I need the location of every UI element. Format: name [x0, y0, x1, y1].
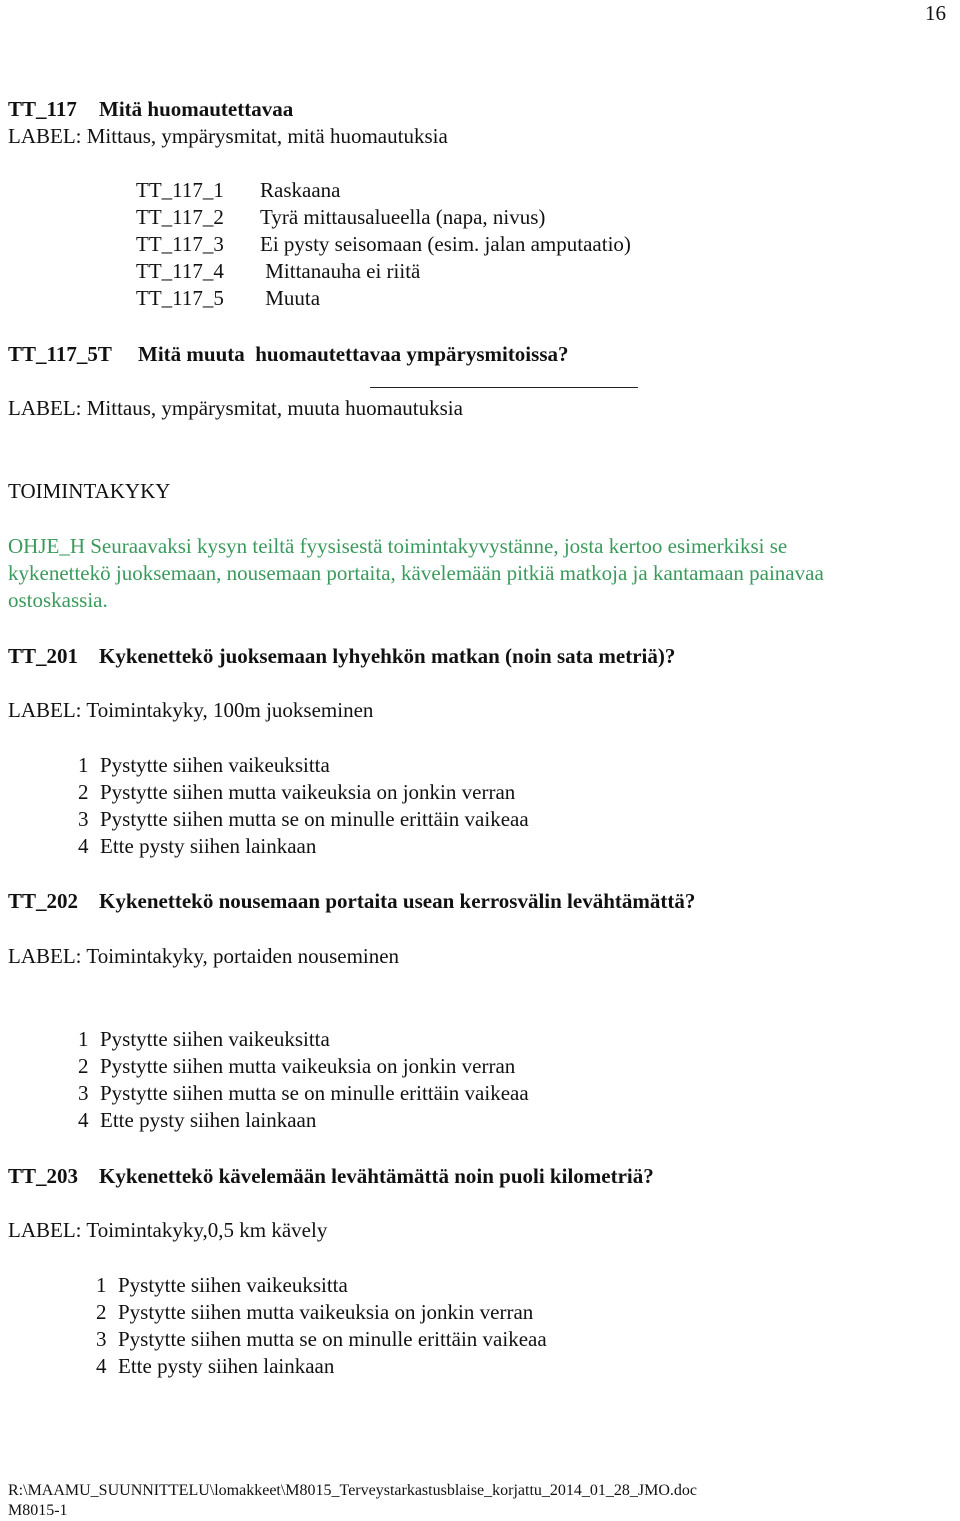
question-title: Kykenettekö juoksemaan lyhyehkön matkan (noin sata metriä)?	[99, 644, 676, 668]
section-heading: TOIMINTAKYKY	[8, 479, 171, 503]
option-tt203-1: 1 Pystytte siihen vaikeuksitta	[96, 1273, 348, 1297]
option-tt203-2: 2 Pystytte siihen mutta vaikeuksia on jonkin verran	[96, 1300, 534, 1324]
option-tt202-2: 2 Pystytte siihen mutta vaikeuksia on jonkin verran	[78, 1054, 516, 1078]
question-tt117-5t-heading	[8, 341, 569, 368]
option-tt117-1: TT_117_1 Raskaana	[136, 178, 341, 202]
question-tt202-label: LABEL: Toimintakyky, portaiden nouseminen	[8, 944, 400, 968]
option-tt201-1: 1 Pystytte siihen vaikeuksitta	[78, 753, 330, 777]
option-tt201-4: 4 Ette pysty siihen lainkaan	[78, 834, 317, 858]
question-title: Mitä muuta huomautettavaa ympärysmitoissa?	[138, 342, 569, 366]
question-id: TT_203	[8, 1164, 79, 1188]
question-tt202-heading	[8, 888, 695, 915]
instruction-line-1: OHJE_H Seuraavaksi kysyn teiltä fyysisestä toimintakyvystänne, josta kertoo esimerkiksi se	[8, 534, 788, 558]
option-tt117-2: TT_117_2 Tyrä mittausalueella (napa, nivus)	[136, 205, 546, 229]
question-tt117-5t-label: LABEL: Mittaus, ympärysmitat, muuta huomautuksia	[8, 396, 463, 420]
question-id: TT_117	[8, 97, 77, 121]
option-tt202-1: 1 Pystytte siihen vaikeuksitta	[78, 1027, 330, 1051]
question-id: TT_117_5T	[8, 342, 112, 366]
option-tt203-4: 4 Ette pysty siihen lainkaan	[96, 1354, 335, 1378]
option-tt117-4: TT_117_4 Mittanauha ei riitä	[136, 259, 421, 283]
question-tt201-label: LABEL: Toimintakyky, 100m juokseminen	[8, 698, 374, 722]
question-tt117-label: LABEL: Mittaus, ympärysmitat, mitä huomautuksia	[8, 124, 448, 148]
option-tt117-5: TT_117_5 Muuta	[136, 286, 321, 310]
question-title: Mitä huomautettavaa	[99, 97, 294, 121]
question-title: Kykenettekö kävelemään levähtämättä noin puoli kilometriä?	[99, 1164, 654, 1188]
instruction-line-3: ostoskassia.	[8, 588, 108, 612]
option-tt202-4: 4 Ette pysty siihen lainkaan	[78, 1108, 317, 1132]
question-tt117-heading	[8, 96, 293, 123]
page-number: 16	[925, 1, 946, 25]
footer-file-path: R:\MAAMU_SUUNNITTELU\lomakkeet\M8015_Terveystarkastusblaise_korjattu_2014_01_28_JMO.doc	[8, 1482, 698, 1499]
option-tt201-3: 3 Pystytte siihen mutta se on minulle erittäin vaikeaa	[78, 807, 529, 831]
question-tt201-heading	[8, 643, 675, 670]
footer-form-code: M8015-1	[8, 1502, 68, 1519]
question-id: TT_201	[8, 644, 79, 668]
instruction-line-2: kykenettekö juoksemaan, nousemaan portaita, kävelemään pitkiä matkoja ja kantamaan painavaa	[8, 561, 824, 585]
option-tt117-3: TT_117_3 Ei pysty seisomaan (esim. jalan amputaatio)	[136, 232, 631, 256]
question-id: TT_202	[8, 889, 79, 913]
question-tt203-label: LABEL: Toimintakyky,0,5 km kävely	[8, 1218, 328, 1242]
answer-blank-line[interactable]	[370, 387, 638, 388]
question-title: Kykenettekö nousemaan portaita usean kerrosvälin levähtämättä?	[99, 889, 696, 913]
option-tt203-3: 3 Pystytte siihen mutta se on minulle erittäin vaikeaa	[96, 1327, 547, 1351]
option-tt202-3: 3 Pystytte siihen mutta se on minulle erittäin vaikeaa	[78, 1081, 529, 1105]
option-tt201-2: 2 Pystytte siihen mutta vaikeuksia on jonkin verran	[78, 780, 516, 804]
question-tt203-heading	[8, 1163, 654, 1190]
